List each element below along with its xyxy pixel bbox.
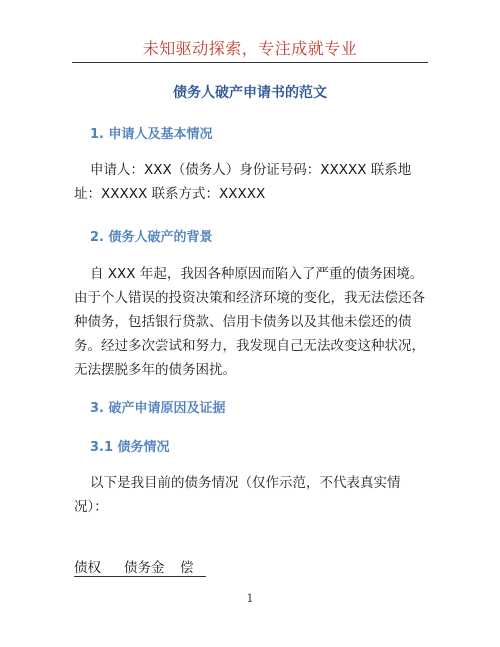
section-body-1: 申请人：XXX（债务人）身份证号码：XXXXX 联系地址：XXXXX 联系方式：XXXXX [74,162,412,202]
table-header-cell: 偿 [180,560,194,576]
table-header-cell: 债权 [74,560,101,576]
section-heading-2: 2. 债务人破产的背景 [90,230,213,245]
table-header-cell: 债务金 [124,560,165,576]
document-title: 债务人破产申请书的范文 [173,85,327,101]
debt-table-header [74,556,206,577]
page-header: 未知驱动探索，专注成就专业 [142,39,358,58]
section-heading-3-1: 3.1 债务情况 [90,440,170,455]
page-number: 1 [246,592,254,605]
section-body-3-1: 以下是我目前的债务情况（仅作示范，不代表真实情况）： [74,475,401,515]
section-heading-1: 1. 申请人及基本情况 [90,127,213,142]
header-divider [72,62,428,63]
section-body-2: 自 XXX 年起，我因各种原因而陷入了严重的债务困境。由于个人错误的投资决策和经济环境的变化，我无法偿还各种债务，包括银行贷款、信用卡债务以及其他未偿还的债务。经过多次尝试和努力，我发现自己无法改变这种状况，无法摆脱多年的债务困扰。 [74,266,425,378]
section-heading-3: 3. 破产申请原因及证据 [90,401,226,416]
